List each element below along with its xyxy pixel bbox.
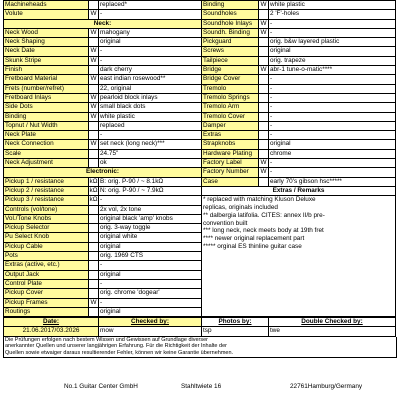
spec-flag xyxy=(89,205,99,214)
table-row xyxy=(4,112,396,121)
remark-line: replicas, originals included xyxy=(203,204,278,212)
spec-value: replaced* xyxy=(99,1,202,10)
spec-label: Skunk Stripe xyxy=(4,56,89,65)
spec-label: Pickup Selector xyxy=(4,224,89,233)
spec-flag xyxy=(89,279,99,288)
spec-label: Soundholes xyxy=(202,10,259,19)
footer-company: No.1 Guitar Center GmbH xyxy=(64,383,138,390)
table-row xyxy=(4,93,396,102)
spec-flag xyxy=(89,261,99,270)
spec-flag xyxy=(259,177,269,186)
spec-value: white plastic xyxy=(99,112,202,121)
spec-value: orig. chrome 'dogear' xyxy=(99,289,202,298)
spec-flag: W xyxy=(90,298,97,306)
table-row xyxy=(4,177,396,186)
spec-flag xyxy=(89,242,99,251)
spec-value: east indian rosewood** xyxy=(99,75,202,84)
spec-flag xyxy=(259,103,269,112)
spec-label: Factory Label xyxy=(202,159,259,168)
spec-flag xyxy=(89,149,99,158)
table-row xyxy=(4,103,396,112)
spec-value: original xyxy=(269,140,396,149)
table-row xyxy=(4,186,396,195)
spec-label: Pots xyxy=(4,252,89,261)
spec-value: N: orig. P-90 / ~ 7.9kΩ xyxy=(99,186,202,195)
spec-flag xyxy=(259,75,269,84)
remark-line: ***** orginal ES thinline guitar case xyxy=(203,243,302,251)
spec-label: Pu Select Knob xyxy=(4,233,89,242)
spec-label: Pickup 1 / resistance xyxy=(4,177,89,186)
table-row xyxy=(4,149,396,158)
spec-flag: W xyxy=(90,112,97,120)
remark-line: convention built xyxy=(203,219,248,227)
spec-flag xyxy=(89,233,99,242)
spec-label: Neck Date xyxy=(4,47,89,56)
date-value: 21.06.2017/03.2026 xyxy=(4,327,99,336)
spec-label: Machineheads xyxy=(4,1,89,10)
spec-value: - xyxy=(99,298,202,307)
double-checked-label: Double Checked by: xyxy=(269,318,396,327)
spec-label: Hardware Plating xyxy=(202,149,259,158)
spec-label: Scale xyxy=(4,149,89,158)
spec-label: Control Plate xyxy=(4,279,89,288)
spec-value: original xyxy=(269,47,396,56)
spec-value: - xyxy=(269,131,396,140)
spec-label: Soundhole Inlays xyxy=(202,19,259,28)
spec-value: - xyxy=(99,131,202,140)
spec-label: Extras (active, etc.) xyxy=(4,261,89,270)
spec-value: - xyxy=(99,10,202,19)
spec-label: Pickup 3 / resistance xyxy=(4,196,89,205)
spec-flag: kΩ xyxy=(89,196,98,204)
spec-flag: W xyxy=(90,140,97,148)
spec-flag xyxy=(89,252,99,261)
spec-flag xyxy=(259,93,269,102)
spec-label: Neck Plate xyxy=(4,131,89,140)
spec-label: Damper xyxy=(202,121,259,130)
spec-value: - xyxy=(269,112,396,121)
spec-value: - xyxy=(269,103,396,112)
spec-flag xyxy=(259,131,269,140)
spec-label: Topnut / Nut Width xyxy=(4,121,89,130)
spec-flag xyxy=(259,112,269,121)
remarks-block xyxy=(202,196,396,317)
spec-flag: W xyxy=(260,159,267,167)
spec-label: Controls (vol/tone) xyxy=(4,205,89,214)
spec-value: original xyxy=(99,242,202,251)
spec-flag xyxy=(89,289,99,298)
spec-flag: W xyxy=(90,28,97,36)
table-row xyxy=(4,56,396,65)
spec-flag xyxy=(259,84,269,93)
spec-value: - xyxy=(269,84,396,93)
spec-value: - xyxy=(269,93,396,102)
spec-label: Side Dots xyxy=(4,103,89,112)
spec-value: 2 'F'-holes xyxy=(269,10,396,19)
spec-flag xyxy=(259,140,269,149)
spec-label: Bridge Cover xyxy=(202,75,259,84)
table-row xyxy=(4,168,396,177)
checked-by-label: Checked by: xyxy=(99,318,202,327)
spec-label: Pickup Cable xyxy=(4,242,89,251)
remarks-heading: Extras / Remarks xyxy=(202,186,396,195)
spec-label: Tailpiece xyxy=(202,56,259,65)
spec-value: mahogany xyxy=(99,28,202,37)
spec-value: chrome xyxy=(269,149,396,158)
spec-value: replaced xyxy=(99,121,202,130)
spec-flag: W xyxy=(90,93,97,101)
spec-label: Fretboard Material xyxy=(4,75,89,84)
signoff-table xyxy=(3,317,396,337)
footer-city: 22761Hamburg/Germany xyxy=(290,383,363,390)
spec-label: Binding xyxy=(4,112,89,121)
spec-value: abr-1 tune-o-matic**** xyxy=(269,66,396,75)
spec-value: small black dots xyxy=(99,103,202,112)
photos-by-label: Photos by: xyxy=(202,318,269,327)
spec-label: Neck Connection xyxy=(4,140,89,149)
table-row xyxy=(4,121,396,130)
spec-flag xyxy=(89,1,99,10)
spec-label: Screws xyxy=(202,47,259,56)
spec-flag xyxy=(89,66,99,75)
spec-label: Tremolo Springs xyxy=(202,93,259,102)
spec-label: Tremolo Cover xyxy=(202,112,259,121)
spec-value: - xyxy=(269,168,396,177)
spec-value: original xyxy=(99,38,202,47)
section-heading: Electronic: xyxy=(4,168,202,177)
spec-label: Tremolo Arm xyxy=(202,103,259,112)
spec-flag xyxy=(259,56,269,65)
spec-value: early 70's gibson hsc***** xyxy=(269,177,396,186)
spec-flag: W xyxy=(90,10,97,18)
spec-flag xyxy=(259,121,269,130)
spec-flag: W xyxy=(260,1,267,8)
table-row xyxy=(4,10,396,19)
spec-value: - xyxy=(269,28,396,37)
spec-value: orig. trapeze xyxy=(269,56,396,65)
table-row xyxy=(4,75,396,84)
spec-label: Frets (number/refret) xyxy=(4,84,89,93)
spec-value: 24.75" xyxy=(99,149,202,158)
spec-flag: W xyxy=(260,168,267,176)
spec-label: Fretboard Inlays xyxy=(4,93,89,102)
spec-label: Routings xyxy=(4,307,89,316)
spec-flag xyxy=(89,121,99,130)
spec-value: - xyxy=(99,47,202,56)
spec-flag: W xyxy=(90,56,97,64)
table-row xyxy=(4,66,396,75)
photos-by-value: tsp xyxy=(202,327,269,336)
checked-by-value: mow xyxy=(99,327,202,336)
spec-label: Bridge xyxy=(202,66,259,75)
spec-value: pearloid block inlays xyxy=(99,93,202,102)
spec-value: orig. 3-way toggle xyxy=(99,224,202,233)
spec-label: Output Jack xyxy=(4,270,89,279)
spec-value: orig. 1969 CTS xyxy=(99,252,202,261)
spec-value: original xyxy=(99,307,202,316)
disclaimer xyxy=(3,337,397,358)
table-row xyxy=(4,19,396,28)
spec-label: Factory Number xyxy=(202,168,259,177)
spec-flag xyxy=(89,224,99,233)
section-heading: Neck: xyxy=(4,19,202,28)
spec-flag: W xyxy=(90,103,97,111)
spec-flag xyxy=(89,307,99,316)
spec-value: set neck (long neck)*** xyxy=(99,140,202,149)
spec-sheet xyxy=(3,0,395,358)
spec-flag xyxy=(89,84,99,93)
spec-flag: W xyxy=(90,47,97,55)
spec-label: Volute xyxy=(4,10,89,19)
spec-value: dark cherry xyxy=(99,66,202,75)
table-row xyxy=(4,1,396,10)
disclaimer-line: Die Prüfungen erfolgen nach bestem Wissen und Gewissen auf Grundlage diverser xyxy=(5,336,209,343)
spec-value: original xyxy=(99,270,202,279)
spec-label: Case xyxy=(202,177,259,186)
spec-value: original white xyxy=(99,233,202,242)
spec-value: - xyxy=(269,121,396,130)
spec-label: Finish xyxy=(4,66,89,75)
spec-flag: W xyxy=(260,66,267,74)
remark-line: **** newer original replacement part xyxy=(203,235,305,243)
spec-label: Neck Shaping xyxy=(4,38,89,47)
spec-flag xyxy=(89,159,99,168)
spec-value: original black 'amp' knobs xyxy=(99,214,202,223)
spec-value: 2x vol, 2x tone xyxy=(99,205,202,214)
spec-flag xyxy=(89,131,99,140)
table-row xyxy=(4,140,396,149)
table-row xyxy=(4,131,396,140)
spec-flag xyxy=(89,270,99,279)
spec-label: Neck Wood xyxy=(4,28,89,37)
spec-value: orig. b&w layered plastic xyxy=(269,38,396,47)
spec-value: - xyxy=(269,19,396,28)
spec-flag: kΩ xyxy=(89,177,98,185)
spec-flag: W xyxy=(260,19,267,27)
table-row xyxy=(4,28,396,37)
spec-label: Pickup Cover xyxy=(4,289,89,298)
spec-value: ok xyxy=(99,159,202,168)
spec-flag: kΩ xyxy=(89,186,98,194)
spec-flag xyxy=(89,38,99,47)
table-row xyxy=(4,38,396,47)
spec-value: white plastic xyxy=(269,1,396,10)
remark-line: ** dalbergia latifolia. CITES: annex II/b pre- xyxy=(203,211,325,219)
spec-label: Binding xyxy=(202,1,259,10)
remark-line: * replaced with matching Kluson Deluxe xyxy=(203,196,316,204)
spec-value: - xyxy=(99,261,202,270)
spec-label: Soundh. Binding xyxy=(202,28,259,37)
spec-value: B: orig. P-90 / ~ 8.1kΩ xyxy=(99,177,202,186)
disclaimer-line: Quellen sowie etwaiger daraus resultierender Fehler, können wir keine Garantie übernehmen. xyxy=(5,350,234,357)
spec-label: Tremolo xyxy=(202,84,259,93)
spec-value: - xyxy=(269,75,396,84)
spec-flag: W xyxy=(260,28,267,36)
disclaimer-line: anerkannter Quellen und unserer langjährigen Erfahrung. Für die Richtigkeit der Inhalte der xyxy=(5,343,227,350)
spec-flag: W xyxy=(90,75,97,83)
spec-flag xyxy=(259,47,269,56)
spec-label: Strapknobs xyxy=(202,140,259,149)
spec-flag xyxy=(259,149,269,158)
spec-value: - xyxy=(99,56,202,65)
double-checked-value: twe xyxy=(269,327,396,336)
table-row xyxy=(4,159,396,168)
footer-street: Stahltwiete 16 xyxy=(181,383,222,390)
spec-flag xyxy=(259,38,269,47)
spec-label: Extras xyxy=(202,131,259,140)
remark-line: *** long neck, neck meets body at 19th fret xyxy=(203,227,324,235)
spec-label: Vol./Tone Knobs xyxy=(4,214,89,223)
spec-value: 22, original xyxy=(99,84,202,93)
table-row xyxy=(4,196,396,205)
spec-table xyxy=(3,0,396,317)
date-label: Date: xyxy=(4,318,99,327)
spec-flag xyxy=(259,10,269,19)
spec-value: - xyxy=(269,159,396,168)
spec-value: - xyxy=(99,196,202,205)
spec-label: Pickup 2 / resistance xyxy=(4,186,89,195)
table-row xyxy=(4,84,396,93)
spec-label: Neck Adjustment xyxy=(4,159,89,168)
spec-label: Pickguard xyxy=(202,38,259,47)
spec-value: - xyxy=(99,279,202,288)
table-row xyxy=(4,47,396,56)
spec-flag xyxy=(89,214,99,223)
spec-label: Pickup Frames xyxy=(4,298,89,307)
